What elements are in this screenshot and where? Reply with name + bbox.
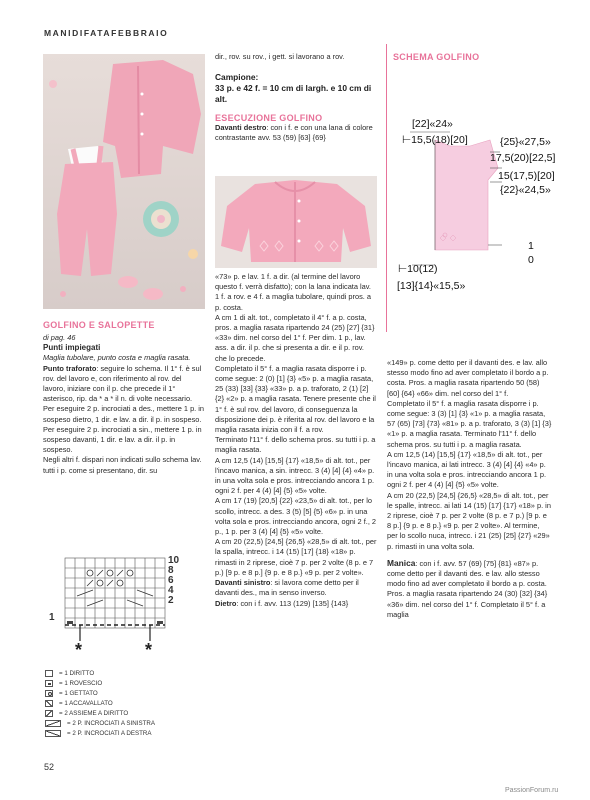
legend-item: = 1 DIRITTO bbox=[45, 668, 205, 678]
paragraph: Dietro: con i f. avv. 113 (129) [135] {143} bbox=[215, 598, 349, 608]
paragraph: Davanti destro: con i f. e con una lana di colore contrastante avv. 53 (59) [63] {69} bbox=[215, 123, 373, 143]
knit-symbol-icon bbox=[45, 670, 53, 677]
purl-symbol-icon bbox=[45, 680, 53, 687]
middle-column-body bbox=[215, 272, 377, 609]
page-number: 52 bbox=[44, 762, 55, 772]
repeat-star-left: * bbox=[75, 640, 83, 660]
legend-item: = 2 ASSIEME A DIRITTO bbox=[45, 708, 205, 718]
gauge-heading: Campione: bbox=[215, 72, 259, 83]
legend-item: = 1 GETTATO bbox=[45, 688, 205, 698]
legend-item: = 1 ROVESCIO bbox=[45, 678, 205, 688]
paragraph: A cm 12,5 (14) [15,5] {17} «18,5» di alt. tot., per l'incavo manica, a sin. intrecc. 3 (4) [4] {4} «4» p. in una volta sola e pros. intrecciando ancora 1 p. ogni 2 f. per 4 (4) [4] {5} «5» volte. bbox=[215, 455, 375, 496]
left-column bbox=[43, 320, 205, 476]
legend-item: = 1 ACCAVALLATO bbox=[45, 698, 205, 708]
paragraph: Terminato l'11° f. dello schema pros. su tutti i p. a maglia rasata. bbox=[215, 435, 376, 455]
paragraph: Punto traforato: seguire lo schema. Il 1° f. è sul rov. del lavoro e, con riferimento al rov. del lavoro, iniziare con il p. che precede il 1° asterisco, rip. da * a * il n. di volte necessario. bbox=[43, 363, 202, 404]
stitches-heading: Punti impiegati bbox=[43, 343, 101, 353]
schema-label-neck: ⊢15,5(18)[20] bbox=[402, 134, 468, 146]
yarn-over-symbol-icon bbox=[45, 690, 53, 697]
watermark-url: PassionForum.ru bbox=[505, 787, 559, 794]
part-label: Davanti destro bbox=[215, 123, 267, 133]
schema-label-bottom-width-2: [13]{14}«15,5» bbox=[397, 280, 466, 292]
row-label: 10 bbox=[168, 555, 180, 566]
row-label: 8 bbox=[168, 565, 174, 576]
row-label: 2 bbox=[168, 595, 174, 606]
stitch-label: Punto traforato bbox=[43, 363, 97, 373]
chart-row-labels bbox=[168, 556, 179, 606]
schema-label-side-height: 15(17,5)[20] bbox=[498, 170, 555, 182]
paragraph: A cm 1 di alt. tot., completato il 4° f. a p. costa, pros. a maglia rasata ripartendo 24 (25) [27] {31} «33» dim. nel corso del 1° f. Per dim. 1 p., lav. ass. a dir. il p. che si presenta a dir. e il p. rov. che lo precede. bbox=[215, 312, 375, 363]
paragraph: «149» p. come detto per il davanti des. e lav. allo stesso modo fino ad aver completato il bordo a p. costa. Pros. a maglia rasata ripartendo 50 (58) [60] {64} «66» dim. nel corso del 1° f. bbox=[387, 358, 549, 398]
paragraph: A cm 17 (19) [20,5] {22} «23,5» di alt. tot., per lo scollo, intrecc. a des. 3 (5) [5] {5} «6» p. in una volta sola e pros. intrecciando ancora, ogni 2 f., 2 p., 1 p. per 3 (4) [4] {5} «5» volte. bbox=[215, 496, 377, 537]
part-label: Manica bbox=[387, 557, 416, 568]
issue-month: FEBBRAIO bbox=[111, 28, 169, 38]
schema-label-armhole: 17,5(20)[22,5] bbox=[490, 152, 556, 164]
schema-label-shoulder-right: {25}«27,5» bbox=[500, 136, 551, 148]
schema-title: SCHEMA GOLFINO bbox=[393, 52, 480, 62]
paragraph: A cm 20 (22,5) [24,5] {26,5} «28,5» di alt. tot., per le spalle, intrecc. ai lati 14 (15) [17] {17} «18» p. in 2 riprese, cioè 7 p. per 2 volte (8 p. e 7 p.) [9 p. e 8 p.] {9 p. e 8 p.} «9 p. per 2 volte». Al termine, per lo scollo nuca, intrecc. i 21 (25) [25] {27} «29» p. rimasti in una volta sola. bbox=[387, 490, 551, 551]
gauge-text: 33 p. e 42 f. = 10 cm di largh. e 10 cm di alt. bbox=[215, 83, 372, 105]
page-header bbox=[44, 28, 168, 38]
row-label: 4 bbox=[168, 585, 174, 596]
schema-label-rib-one: 1 bbox=[528, 240, 534, 252]
baby-clothes-photo bbox=[43, 54, 205, 309]
section-title: GOLFINO E SALOPETTE bbox=[43, 320, 155, 330]
slip-decrease-symbol-icon bbox=[45, 700, 53, 707]
k2tog-symbol-icon bbox=[45, 710, 53, 717]
repeat-star-right: * bbox=[145, 640, 153, 660]
magazine-brand: MANIDIFATA bbox=[44, 28, 112, 38]
paragraph: A cm 12,5 (14) [15,5] {17} «18,5» di alt. tot., per l'incavo manica, ai lati intrecc. 3 (4) [4] {4} «4» p. in una volta sola e pros. intrecciando ancora 1 p. ogni 2 f. per 4 (4) [4] {5} «5» volte. bbox=[387, 449, 546, 490]
legend-item: = 2 P. INCROCIATI A DESTRA bbox=[45, 728, 205, 738]
right-column bbox=[387, 358, 552, 620]
stitches-list: Maglia tubolare, punto costa e maglia rasata. bbox=[43, 353, 191, 363]
paragraph: Davanti sinistro: si lavora come detto per il davanti des., ma in senso inverso. bbox=[215, 578, 359, 598]
cardigan-photo bbox=[215, 176, 377, 268]
cross-left-symbol-icon bbox=[45, 720, 61, 727]
row-label: 6 bbox=[168, 575, 174, 586]
page-reference: di pag. 46 bbox=[43, 333, 76, 342]
cross-right-symbol-icon bbox=[45, 730, 61, 737]
paragraph: Completato il 5° f. a maglia rasata disporre i p. come segue: 3 (3) [1] {3} «1» p. a maglia rasata, 57 (65) [73] {73} «81» p. a p. traforato, 3 (3) [1] {3} «1» p. a maglia rasata. Terminato l'11° f. dello schema pros. su tutti i p. a maglia rasata. bbox=[387, 398, 552, 449]
paragraph: A cm 20 (22,5) [24,5] {26,5} «28,5» di alt. tot., per la spalla, intrecc. i 14 (15) [17] {18} «18» p. rimasti in 2 riprese, cioè 7 p. per 2 volte (8 p. e 7 p.) [9 p. e 8 p.] {9 p. e 8 p.} «9 p. per 2 volte». bbox=[215, 537, 377, 577]
paragraph: Negli altri f. dispari non indicati sullo schema lav. tutti i p. come si presentano, dir. su bbox=[43, 455, 202, 475]
paragraph: dir., rov. su rov., i gett. si lavorano a rov. bbox=[215, 52, 345, 61]
schema-label-rib-zero: 0 bbox=[528, 254, 534, 266]
schema-label-side-height-2: {22}«24,5» bbox=[500, 184, 551, 196]
section-title: ESECUZIONE GOLFINO bbox=[215, 113, 323, 124]
paragraph: Per eseguire 2 p. incrociati a sin., mettere 1 p. in sospeso davanti, 1 dir. e lav. a dir. il p. in sospeso. bbox=[43, 424, 202, 455]
part-label: Davanti sinistro bbox=[215, 578, 271, 588]
paragraph: Completato il 5° f. a maglia rasata disporre i p. come segue: 2 (0) [1] {3} «5» p. a maglia rasata, 25 (33) [33] {33} «33» p. a p. traforato, 2 (1) [2] {2} «2» p. a maglia rasata. Tenere presente che il 1° f. è sul rov. del lavoro, di conseguenza la disposizione dei p. è riferita al rov. del lavoro e la maglia rasata inizia con il f. a rov. bbox=[215, 363, 376, 435]
paragraph: «73» p. e lav. 1 f. a dir. (al termine del lavoro questo f. verrà disfatto); con la lana indicata lav. 1 f. a rov. e 4 f. a maglia tubolare, quindi pros. a p. costa. bbox=[215, 272, 371, 312]
part-label: Dietro bbox=[215, 598, 237, 608]
chart-row-label-1: 1 bbox=[49, 612, 55, 623]
paragraph: Manica: con i f. avv. 57 (69) [75] {81} «87» p. come detto per il davanti des. e lav. allo stesso modo fino ad aver completato il bordo a p. costa. Pros. a maglia rasata ripartendo 24 (30) [32] {34} «36» dim. nel corso del 1° f. Completato il 5° f. a maglia bbox=[387, 557, 548, 619]
chart-legend bbox=[45, 668, 205, 738]
paragraph: Per eseguire 2 p. incrociati a des., mettere 1 p. in sospeso dietro, 1 dir. e lav. a dir. il p. in sospeso. bbox=[43, 404, 205, 424]
schema-label-top-width: [22]«24» bbox=[412, 118, 453, 130]
legend-item: = 2 P. INCROCIATI A SINISTRA bbox=[45, 718, 205, 728]
middle-column-top bbox=[215, 52, 377, 144]
schema-label-bottom-width: ⊢10(12) bbox=[398, 263, 438, 275]
